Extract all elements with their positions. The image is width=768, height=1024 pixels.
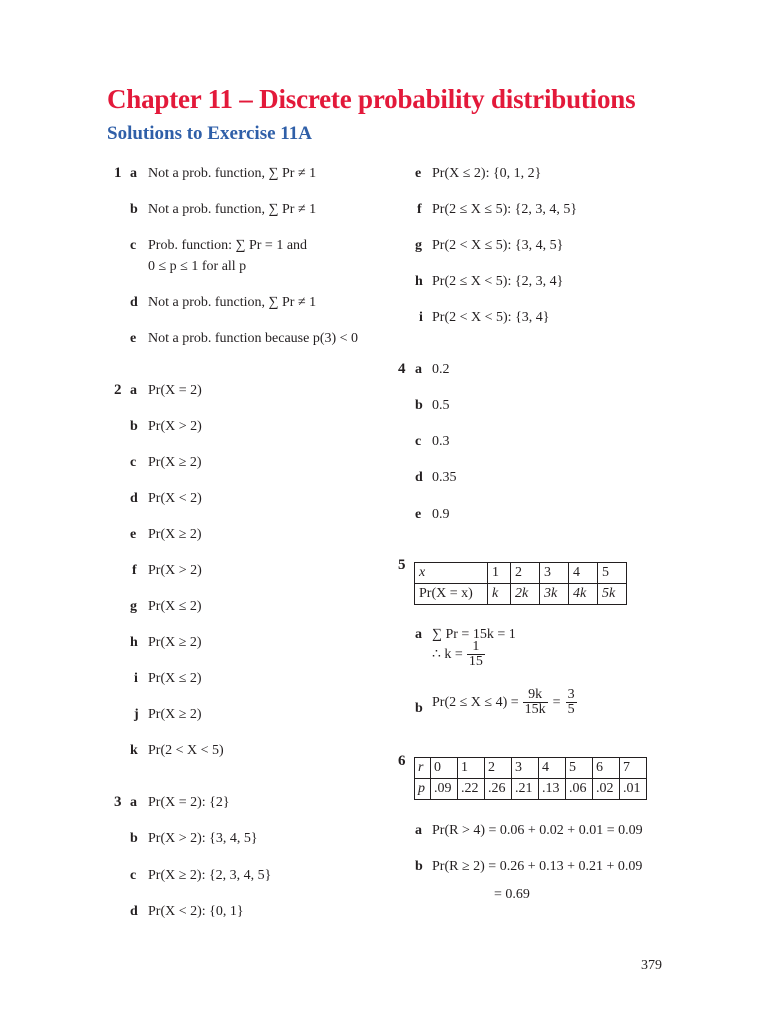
- table-cell: 2: [485, 758, 512, 779]
- part-text: Pr(X ≤ 2): [148, 599, 202, 614]
- part-text: Pr(X < 2): [148, 491, 202, 506]
- part-text: 0.9: [432, 507, 450, 522]
- table-cell: 2: [511, 563, 540, 584]
- part-label: a: [415, 627, 422, 642]
- table-cell: 2k: [511, 584, 540, 605]
- part-label: a: [130, 383, 137, 398]
- part-label: d: [415, 470, 423, 485]
- part-text: Pr(X = 2): [148, 383, 202, 398]
- table-cell: 1: [458, 758, 485, 779]
- question-number: 3: [114, 794, 122, 810]
- question-number: 2: [114, 382, 122, 398]
- part-label: c: [415, 434, 422, 449]
- part-label: g: [130, 599, 137, 614]
- table-cell: 5k: [598, 584, 627, 605]
- table-cell: .21: [512, 779, 539, 800]
- fraction-denominator: 5: [567, 702, 575, 717]
- table-cell: 4: [569, 563, 598, 584]
- table-cell: 0: [431, 758, 458, 779]
- part-label: d: [130, 295, 138, 310]
- part-text: Pr(X ≥ 2): [148, 527, 202, 542]
- part-text: Pr(X ≥ 2): [148, 707, 202, 722]
- table-cell: .02: [593, 779, 620, 800]
- table-cell: 4k: [569, 584, 598, 605]
- table-cell: 1: [488, 563, 511, 584]
- table-cell: Pr(X = x): [415, 584, 488, 605]
- table-cell: .26: [485, 779, 512, 800]
- part-label: d: [130, 904, 138, 919]
- part-text: ∴ k =: [432, 647, 463, 662]
- part-label: a: [415, 823, 422, 838]
- part-text: ∑ Pr = 15k = 1: [432, 627, 516, 642]
- table-row: [415, 584, 627, 605]
- part-text: Pr(X ≥ 2): [148, 635, 202, 650]
- table-cell: p: [415, 779, 431, 800]
- part-label: h: [130, 635, 138, 650]
- part-text: 0.5: [432, 398, 450, 413]
- section-title: Solutions to Exercise 11A: [107, 123, 312, 144]
- part-label: b: [130, 831, 138, 846]
- table-cell: x: [415, 563, 488, 584]
- part-label: c: [130, 455, 137, 470]
- table-cell: .13: [539, 779, 566, 800]
- question-number: 1: [114, 165, 122, 181]
- fraction-numerator: 1: [467, 640, 485, 655]
- probability-solution: [432, 688, 577, 717]
- table-cell: .22: [458, 779, 485, 800]
- table-cell: .09: [431, 779, 458, 800]
- part-text: Pr(2 < X < 5): {3, 4}: [432, 310, 550, 325]
- part-text: Pr(X > 2): {3, 4, 5}: [148, 831, 258, 846]
- part-label: c: [130, 868, 137, 883]
- part-label: b: [130, 202, 138, 217]
- part-text: 0.2: [432, 362, 450, 377]
- part-label: k: [130, 743, 138, 758]
- part-label: f: [417, 202, 422, 217]
- part-text: 0.3: [432, 434, 450, 449]
- part-text: Pr(2 < X ≤ 5): {3, 4, 5}: [432, 238, 564, 253]
- table-cell: 4: [539, 758, 566, 779]
- part-label: a: [130, 166, 137, 181]
- part-text-continued: = 0.69: [494, 887, 530, 902]
- fraction: [566, 688, 577, 717]
- part-text: Pr(X ≤ 2): [148, 671, 202, 686]
- fraction: [467, 640, 485, 669]
- part-label: f: [132, 563, 137, 578]
- part-label: a: [415, 362, 422, 377]
- part-label: d: [130, 491, 138, 506]
- part-text: Pr(2 ≤ X ≤ 4) =: [432, 694, 519, 710]
- part-label: e: [130, 331, 137, 346]
- part-text-continued: 0 ≤ p ≤ 1 for all p: [148, 259, 247, 274]
- part-label: g: [415, 238, 422, 253]
- part-text: Pr(X = 2): {2}: [148, 795, 230, 810]
- part-text: Pr(2 < X < 5): [148, 743, 224, 758]
- table-cell: 3: [540, 563, 569, 584]
- part-label: i: [134, 671, 138, 686]
- fraction: [523, 688, 548, 717]
- fraction-numerator: 9k: [523, 688, 548, 703]
- question-number: 5: [398, 557, 406, 573]
- part-label: b: [130, 419, 138, 434]
- part-label: b: [415, 701, 423, 716]
- part-text: Pr(R ≥ 2) = 0.26 + 0.13 + 0.21 + 0.09: [432, 859, 643, 874]
- part-text: Pr(2 ≤ X ≤ 5): {2, 3, 4, 5}: [432, 202, 578, 217]
- part-text: Pr(R > 4) = 0.06 + 0.02 + 0.01 = 0.09: [432, 823, 643, 838]
- part-text: Not a prob. function, ∑ Pr ≠ 1: [148, 295, 317, 310]
- part-label: c: [130, 238, 137, 253]
- probability-table: [414, 757, 647, 800]
- table-cell: r: [415, 758, 431, 779]
- table-cell: 7: [620, 758, 647, 779]
- part-text: Pr(2 ≤ X < 5): {2, 3, 4}: [432, 274, 564, 289]
- part-text: Pr(X > 2): [148, 419, 202, 434]
- part-label: e: [130, 527, 137, 542]
- fraction-denominator: 15: [468, 654, 483, 669]
- part-label: a: [130, 795, 137, 810]
- part-text: 0.35: [432, 470, 457, 485]
- table-cell: k: [488, 584, 511, 605]
- table-cell: .01: [620, 779, 647, 800]
- part-label: b: [415, 859, 423, 874]
- table-cell: 3k: [540, 584, 569, 605]
- table-cell: 5: [598, 563, 627, 584]
- part-text: Not a prob. function, ∑ Pr ≠ 1: [148, 166, 317, 181]
- table-row: [415, 758, 647, 779]
- probability-table: [414, 562, 627, 605]
- part-text: Pr(X ≥ 2): [148, 455, 202, 470]
- table-row: [415, 779, 647, 800]
- part-text: Prob. function: ∑ Pr = 1 and: [148, 238, 308, 253]
- table-cell: 5: [566, 758, 593, 779]
- table-cell: 3: [512, 758, 539, 779]
- page-number: 379: [641, 958, 662, 973]
- part-text: Not a prob. function, ∑ Pr ≠ 1: [148, 202, 317, 217]
- part-text: Pr(X < 2): {0, 1}: [148, 904, 244, 919]
- equals-sign: =: [552, 694, 561, 710]
- part-text: Pr(X ≥ 2): {2, 3, 4, 5}: [148, 868, 272, 883]
- part-label: e: [415, 166, 422, 181]
- table-cell: 6: [593, 758, 620, 779]
- k-solution: [432, 640, 485, 669]
- part-label: j: [134, 707, 139, 722]
- part-text: Pr(X > 2): [148, 563, 202, 578]
- table-row: [415, 563, 627, 584]
- part-text: Not a prob. function because p(3) < 0: [148, 331, 359, 346]
- fraction-numerator: 3: [567, 687, 575, 702]
- question-number: 4: [398, 361, 406, 377]
- fraction-denominator: 15k: [524, 702, 546, 717]
- part-label: e: [415, 507, 422, 522]
- chapter-title: Chapter 11 – Discrete probability distributions: [107, 84, 636, 114]
- part-text: Pr(X ≤ 2): {0, 1, 2}: [432, 166, 542, 181]
- table-cell: .06: [566, 779, 593, 800]
- part-label: b: [415, 398, 423, 413]
- part-label: h: [415, 274, 423, 289]
- question-number: 6: [398, 753, 406, 769]
- part-label: i: [419, 310, 423, 325]
